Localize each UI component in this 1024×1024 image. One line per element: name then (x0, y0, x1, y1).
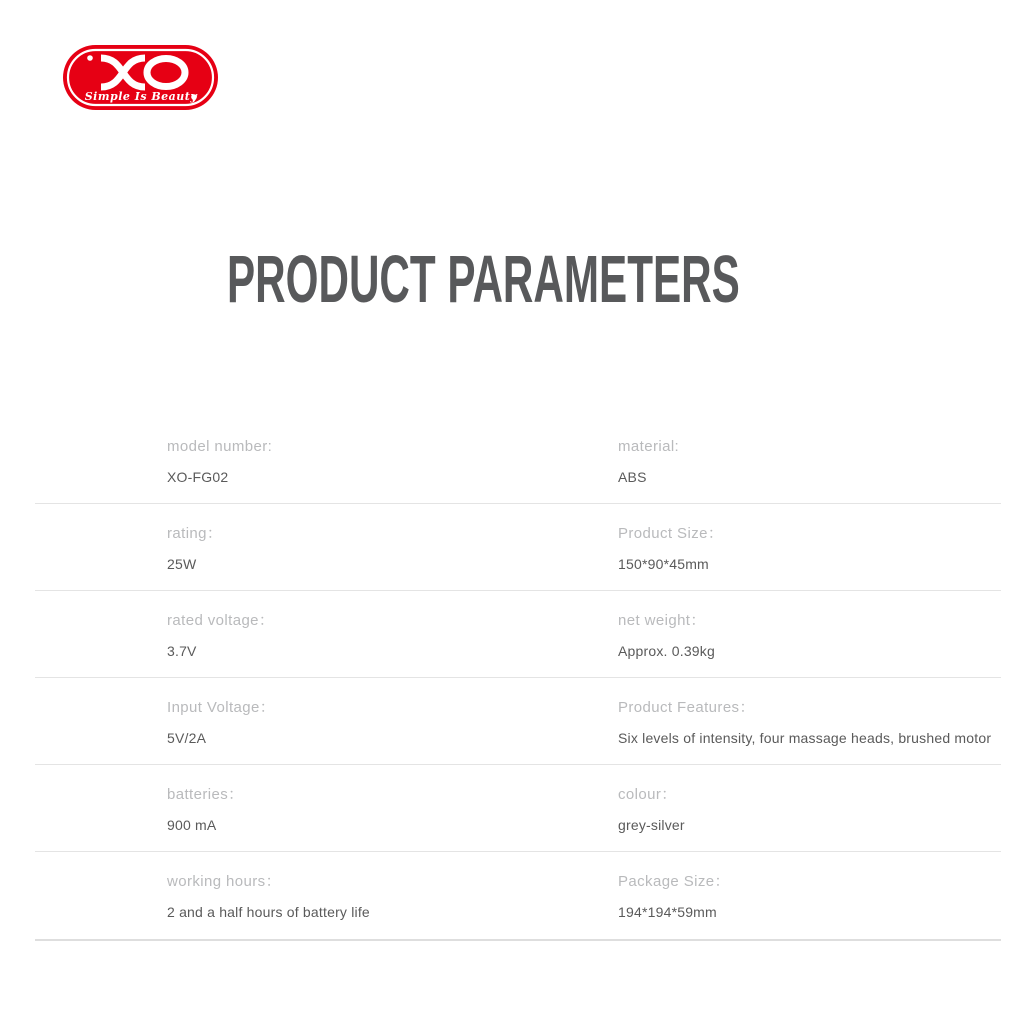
spec-value: 900 mA (167, 817, 217, 833)
spec-value: 194*194*59mm (618, 904, 717, 920)
spec-row-hours-package (35, 852, 1001, 941)
spec-label: net weight： (618, 612, 706, 629)
logo-tagline: Simple Is Beauty (84, 90, 198, 103)
spec-cell-material (618, 438, 679, 486)
spec-value: 5V/2A (167, 730, 207, 746)
spec-cell-product-size (618, 525, 723, 573)
spec-label: Input Voltage： (167, 699, 276, 716)
spec-cell-model-number (167, 438, 272, 486)
spec-label: batteries： (167, 786, 244, 803)
spec-label: rated voltage： (167, 612, 275, 629)
spec-row-batteries-colour (35, 765, 1001, 852)
spec-value: 150*90*45mm (618, 556, 709, 572)
spec-value: Six levels of intensity, four massage heads, brushed motor (618, 730, 992, 746)
spec-value: ABS (618, 469, 647, 485)
spec-label: Package Size： (618, 873, 730, 890)
spec-label: Product Size： (618, 525, 724, 542)
xo-brand-logo-icon (63, 45, 218, 110)
spec-row-model-material (35, 417, 1001, 504)
spec-cell-rating (167, 525, 222, 573)
spec-label: rating： (167, 525, 223, 542)
spec-label: model number: (167, 438, 273, 455)
spec-row-input-features (35, 678, 1001, 765)
spec-value: 3.7V (167, 643, 197, 659)
spec-cell-package-size (618, 873, 730, 921)
spec-cell-working-hours (167, 873, 370, 921)
spec-label: Product Features： (618, 699, 755, 716)
spec-label: material: (618, 438, 680, 455)
spec-row-voltage-weight (35, 591, 1001, 678)
spec-cell-rated-voltage (167, 612, 274, 660)
spec-cell-colour (618, 786, 685, 834)
spec-value: Approx. 0.39kg (618, 643, 715, 659)
spec-value: grey-silver (618, 817, 685, 833)
spec-cell-net-weight (618, 612, 715, 660)
spec-cell-input-voltage (167, 699, 275, 747)
page-title: PRODUCT PARAMETERS (227, 242, 740, 317)
spec-label: colour： (618, 786, 677, 803)
spec-value: 2 and a half hours of battery life (167, 904, 370, 920)
spec-cell-product-features (618, 699, 991, 747)
spec-label: working hours： (167, 873, 281, 890)
spec-cell-batteries (167, 786, 244, 834)
spec-table (35, 417, 1001, 941)
spec-value: XO-FG02 (167, 469, 229, 485)
spec-row-rating-size (35, 504, 1001, 591)
page-title-wrap (227, 242, 1024, 317)
spec-value: 25W (167, 556, 197, 572)
